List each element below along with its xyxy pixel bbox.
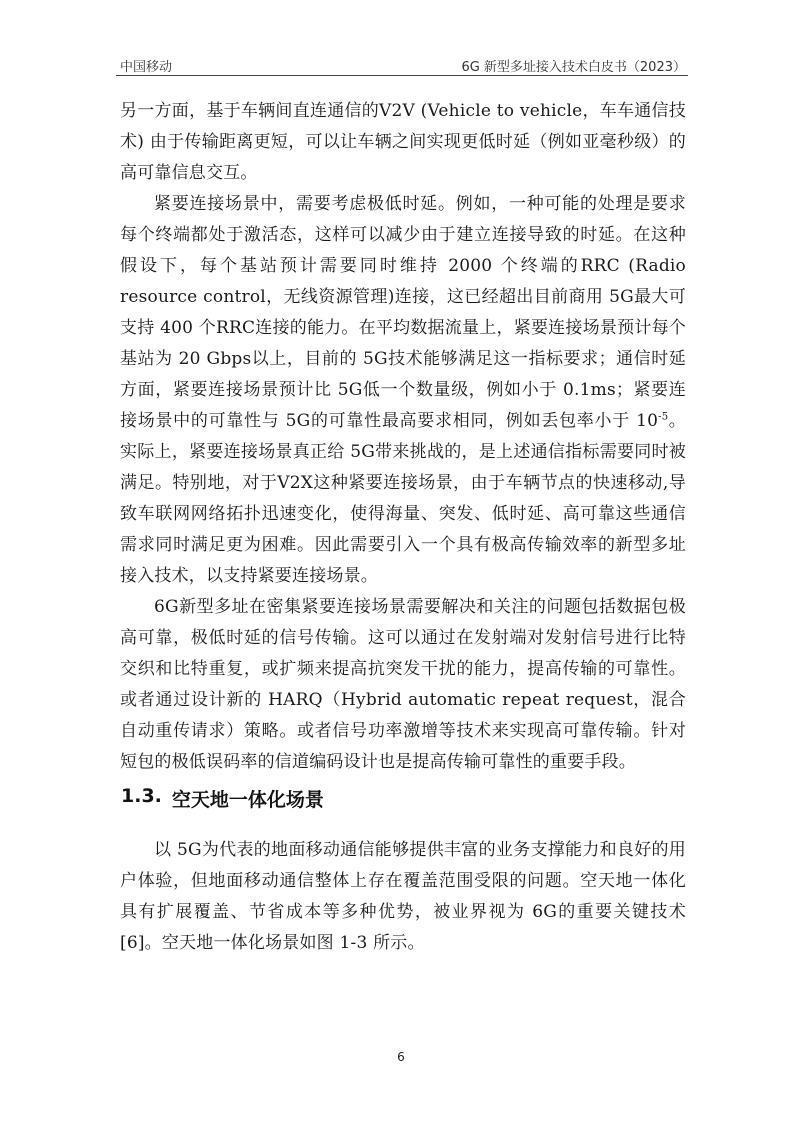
main-content (120, 96, 686, 778)
paragraph-space-air-ground: 以 5G为代表的地面移动通信能够提供丰富的业务支撑能力和良好的用户体验，但地面移动通信整体上存在覆盖范围受限的问题。空天地一体化具有扩展覆盖、节省成本等多种优势，被业界视为 6G的重要关键技术[6]。空天地一体化场景如图 1-3 所示。 (120, 840, 686, 953)
section-content (120, 835, 686, 959)
paragraph-critical-connection (120, 189, 686, 592)
section-title: 空天地一体化场景 (171, 789, 324, 811)
header-divider (116, 75, 688, 76)
page-header (116, 52, 688, 74)
section-heading (121, 785, 324, 812)
header-document-title: 6G 新型多址接入技术白皮书（2023） (461, 60, 686, 75)
section-number: 1.3. (121, 785, 162, 807)
page-number: 6 (397, 1050, 405, 1064)
paragraph-multiple-access: 6G新型多址在密集紧要连接场景需要解决和关注的问题包括数据包极高可靠，极低时延的信号传输。这可以通过在发射端对发射信号进行比特交织和比特重复，或扩频来提高抗突发干扰的能力，提高传输的可靠性。或者通过设计新的 HARQ（Hybrid automatic repeat request，混合自动重传请求）策略。或者信号功率激增等技术来实现高可靠传输。针对短包的极低误码率的信道编码设计也是提高传输可靠性的重要手段。 (120, 597, 686, 772)
superscript-exponent: -5 (658, 411, 669, 423)
paragraph-v2v: 另一方面，基于车辆间直连通信的V2V (Vehicle to vehicle，车车通信技术) 由于传输距离更短，可以让车辆之间实现更低时延（例如亚毫秒级）的高可靠信息交互。 (120, 101, 686, 183)
paragraph-text-part-2: 。实际上，紧要连接场景真正给 5G带来挑战的，是上述通信指标需要同时被满足。特别地，对于V2X这种紧要连接场景，由于车辆节点的快速移动,导致车联网网络拓扑迅速变化，使得海量、突发、低时延、高可靠这些通信需求同时满足更为困难。因此需要引入一个具有极高传输效率的新型多址接入技术，以支持紧要连接场景。 (120, 411, 687, 586)
header-organization: 中国移动 (120, 60, 173, 75)
paragraph-text-part-1: 紧要连接场景中，需要考虑极低时延。例如，一种可能的处理是要求每个终端都处于激活态，这样可以减少由于建立连接导致的时延。在这种假设下，每个基站预计需要同时维持 2000 个终端的RRC (Radio resource control，无线资源管理)连接，这已经超出目前商用 5G最大可支持 400 个RRC连接的能力。在平均数据流量上，紧要连接场景预计每个基站为 20 Gbps以上，目前的 5G技术能够满足这一指标要求；通信时延方面，紧要连接场景预计比 5G低一个数量级，例如小于 0.1ms；紧要连接场景中的可靠性与 5G的可靠性最高要求相同，例如丢包率小于 10 (120, 194, 686, 431)
